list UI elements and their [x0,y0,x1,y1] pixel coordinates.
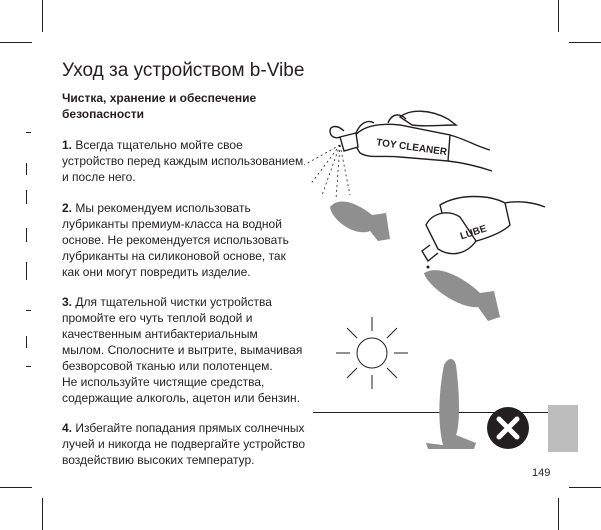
margin-mark [26,228,27,242]
crop-mark-tr-horizontal [569,42,601,43]
subtitle-line: безопасности [62,107,145,121]
paragraph-text: Всегда тщательно мойте свое [75,138,243,152]
paragraph-line [62,294,320,310]
crop-mark-tr-vertical [558,0,559,32]
care-illustration [300,95,545,455]
paragraph-number: 1. [62,138,73,152]
toy-cleaner-spray-icon [330,111,492,171]
paragraph-line: устройство перед каждым использованием [62,154,304,168]
paragraph-text: Мы рекомендуем использовать [75,201,251,215]
lube-label: LUBE [458,223,489,243]
paragraph-line: Не используйте чистящие средства, [62,375,265,389]
paragraph-2 [62,200,320,280]
section-subtitle [62,90,312,122]
toy-cleaner-label: TOY CLEANER [375,137,448,159]
crop-mark-br-vertical [558,498,559,530]
paragraph-line: безворсовой тканью или полотенцем. [62,359,273,373]
paragraph-line: содержащие алкоголь, ацетон или бензин. [62,391,300,405]
margin-mark [26,366,31,367]
paragraph-number: 2. [62,201,73,215]
plug-product-icon [424,270,500,321]
paragraph-line [62,137,320,153]
page-title: Уход за устройством b-Vibe [62,60,305,81]
margin-mark [26,310,31,311]
crop-mark-br-horizontal [569,487,601,488]
paragraph-text: Избегайте попадания прямых солнечных [75,421,305,435]
crop-mark-tl-vertical [42,0,43,32]
subtitle-line: Чистка, хранение и обеспечение [62,91,257,105]
paragraph-number: 4. [62,421,73,435]
paragraph-line: как они могут повредить изделие. [62,265,251,279]
plug-product-icon [330,202,390,241]
margin-mark [26,190,27,204]
crop-mark-bl-vertical [42,498,43,530]
spray-mist-icon [304,145,350,199]
paragraph-text: Для тщательной чистки устройства [75,295,272,309]
paragraph-line: воздействию высоких температур. [62,453,255,467]
plug-product-icon [426,359,476,449]
paragraph-3 [62,294,320,406]
paragraph-number: 3. [62,295,73,309]
paragraph-line: мылом. Сполосните и вытрите, вымачивая [62,343,303,357]
paragraph-line: и после него. [62,170,136,184]
margin-mark [26,132,31,133]
paragraph-1 [62,137,320,185]
page-number: 149 [532,467,551,479]
crop-mark-tl-horizontal [0,42,32,43]
margin-mark [26,262,27,280]
paragraph-line: лубриканты премиум-класса на водной [62,217,282,231]
lube-bottle-icon [422,197,545,262]
crop-mark-bl-horizontal [0,487,32,488]
margin-mark [26,163,27,175]
paragraph-line [62,200,320,216]
paragraph-4 [62,420,320,468]
sun-icon [336,317,408,389]
paragraph-line: лучей и никогда не подвергайте устройство [62,437,306,451]
thumb-index-tab [548,405,578,452]
margin-mark [26,336,27,348]
paragraph-line: основе. Не рекомендуется использовать [62,233,289,247]
paragraph-line [62,420,320,436]
paragraph-line: качественным антибактериальным [62,327,258,341]
prohibited-x-icon [487,407,529,449]
paragraph-line: промойте его чуть теплой водой и [62,311,253,325]
lube-drop-icon [427,266,430,269]
paragraph-line: лубриканты на силиконовой основе, так [62,249,286,263]
